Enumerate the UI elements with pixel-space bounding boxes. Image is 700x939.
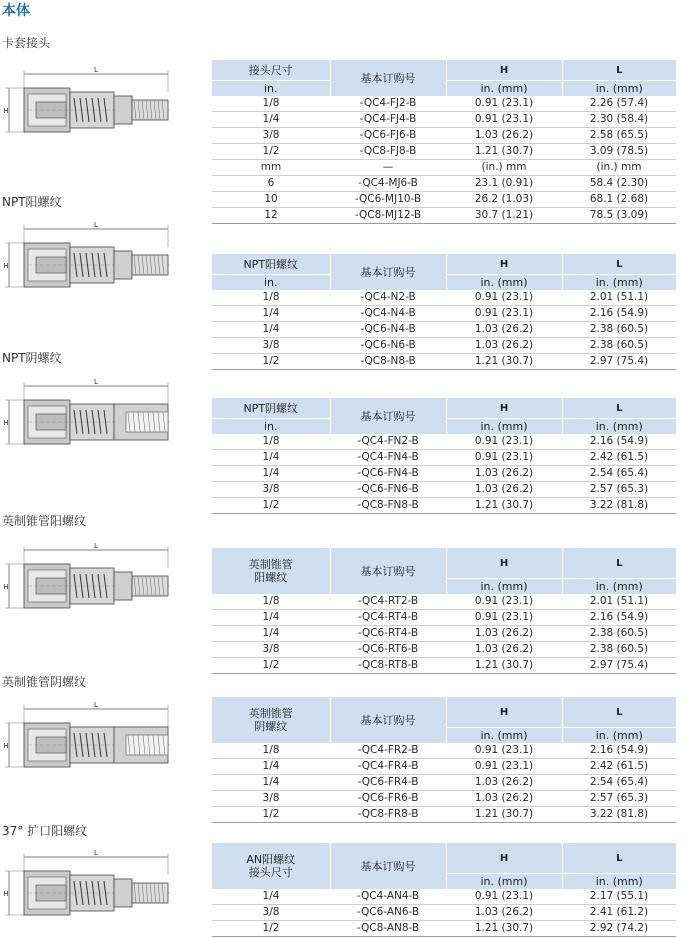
- header-connection-size: NPT阳螺纹: [212, 254, 330, 275]
- cell-size: 3/8: [212, 338, 330, 354]
- header-order-number: 基本订购号: [330, 254, 446, 290]
- cell-l: 2.57 (65.3): [562, 482, 676, 498]
- cell-h: 0.91 (23.1): [446, 759, 562, 775]
- fitting-drawing: [0, 374, 190, 456]
- cell-h: 1.03 (26.2): [446, 482, 562, 498]
- spec-table: [212, 697, 676, 823]
- cell-l: 2.58 (65.5): [562, 128, 676, 144]
- table-row: [212, 434, 676, 450]
- cell-l: 2.57 (65.3): [562, 791, 676, 807]
- dimension-l-label: L: [94, 378, 98, 386]
- table-row: [212, 338, 676, 354]
- cell-l: 2.38 (60.5): [562, 322, 676, 338]
- table-row: [212, 921, 676, 937]
- cell-l: 2.97 (75.4): [562, 354, 676, 370]
- cell-order-number: -QC4-FR2-B: [330, 743, 446, 759]
- subheader-h-unit: in. (mm): [446, 728, 562, 744]
- table-row: [212, 466, 676, 482]
- header-connection-size: 英制锥管 阳螺纹: [212, 548, 330, 594]
- cell-l: 78.5 (3.09): [562, 208, 676, 224]
- table-row: [212, 743, 676, 759]
- subheader-h-unit: in. (mm): [446, 81, 562, 97]
- cell-h: 1.03 (26.2): [446, 791, 562, 807]
- cell-size: 1/4: [212, 112, 330, 128]
- dimension-l-label: L: [94, 221, 98, 229]
- subheader-unit: in.: [212, 275, 330, 291]
- cell-h: 0.91 (23.1): [446, 743, 562, 759]
- cell-size: 1/4: [212, 626, 330, 642]
- header-order-number: 基本订购号: [330, 398, 446, 434]
- cell-order-number: -QC6-FR6-B: [330, 791, 446, 807]
- cell-h: 1.03 (26.2): [446, 322, 562, 338]
- cell-size: 1/2: [212, 144, 330, 160]
- cell-size: 6: [212, 176, 330, 192]
- table-row: [212, 658, 676, 674]
- cell-size: 3/8: [212, 482, 330, 498]
- cell-order-number: -QC8-FJ8-B: [330, 144, 446, 160]
- cell-size: 10: [212, 192, 330, 208]
- header-l: L: [562, 697, 676, 728]
- header-h: H: [446, 60, 562, 81]
- cell-h: 1.21 (30.7): [446, 921, 562, 937]
- spec-table: [212, 843, 676, 937]
- header-connection-size: 英制锥管 阴螺纹: [212, 697, 330, 743]
- table-row: [212, 354, 676, 370]
- cell-l: 2.16 (54.9): [562, 610, 676, 626]
- spec-table: [212, 398, 676, 514]
- cell-l: 2.42 (61.5): [562, 759, 676, 775]
- header-l: L: [562, 398, 676, 419]
- subheader-l-unit: in. (mm): [562, 81, 676, 97]
- cell-order-number: -QC6-FN6-B: [330, 482, 446, 498]
- cell-h: 23.1 (0.91): [446, 176, 562, 192]
- table-row: [212, 642, 676, 658]
- header-l: L: [562, 254, 676, 275]
- cell-order-number: -QC6-RT6-B: [330, 642, 446, 658]
- cell-size: 1/4: [212, 306, 330, 322]
- header-order-number: 基本订购号: [330, 60, 446, 96]
- cell-h: 30.7 (1.21): [446, 208, 562, 224]
- table-row: [212, 889, 676, 905]
- cell-h: 0.91 (23.1): [446, 306, 562, 322]
- subheader-l-unit: in. (mm): [562, 579, 676, 595]
- header-h: H: [446, 548, 562, 579]
- dimension-h-label: H: [3, 107, 9, 115]
- table-row: [212, 482, 676, 498]
- cell-l: 2.97 (75.4): [562, 658, 676, 674]
- cell-size: 3/8: [212, 791, 330, 807]
- dimension-h-label: H: [3, 262, 9, 270]
- cell-size: 3/8: [212, 905, 330, 921]
- cell-h: 1.03 (26.2): [446, 626, 562, 642]
- cell-h: 1.03 (26.2): [446, 466, 562, 482]
- table-row: [212, 322, 676, 338]
- table-row: [212, 791, 676, 807]
- cell-l: 2.26 (57.4): [562, 96, 676, 112]
- cell-order-number: -QC6-FJ6-B: [330, 128, 446, 144]
- cell-order-number: -QC4-MJ6-B: [330, 176, 446, 192]
- cell-l: 2.01 (51.1): [562, 290, 676, 306]
- cell-size: mm: [212, 160, 330, 176]
- cell-size: 1/2: [212, 658, 330, 674]
- cell-h: 1.21 (30.7): [446, 498, 562, 514]
- cell-size: 1/8: [212, 290, 330, 306]
- cell-l: 3.22 (81.8): [562, 807, 676, 823]
- header-order-number: 基本订购号: [330, 697, 446, 743]
- table-row: [212, 208, 676, 224]
- section-label: NPT阳螺纹: [2, 195, 62, 209]
- subheader-unit: in.: [212, 81, 330, 97]
- cell-l: 2.16 (54.9): [562, 306, 676, 322]
- dimension-l-label: L: [94, 542, 98, 550]
- dimension-h-label: H: [3, 890, 9, 898]
- dimension-l-label: L: [94, 701, 98, 709]
- subheader-h-unit: in. (mm): [446, 579, 562, 595]
- cell-size: 1/4: [212, 466, 330, 482]
- cell-order-number: -QC4-FN4-B: [330, 450, 446, 466]
- subheader-h-unit: in. (mm): [446, 275, 562, 291]
- cell-order-number: -QC4-FJ4-B: [330, 112, 446, 128]
- cell-l: 2.30 (58.4): [562, 112, 676, 128]
- cell-order-number: -QC8-MJ12-B: [330, 208, 446, 224]
- table-row: [212, 144, 676, 160]
- cell-l: 2.92 (74.2): [562, 921, 676, 937]
- header-h: H: [446, 843, 562, 874]
- cell-order-number: -QC4-AN4-B: [330, 889, 446, 905]
- table-row: [212, 306, 676, 322]
- cell-order-number: -QC8-FR8-B: [330, 807, 446, 823]
- table-row: [212, 96, 676, 112]
- header-connection-size: NPT阴螺纹: [212, 398, 330, 419]
- cell-l: 2.42 (61.5): [562, 450, 676, 466]
- header-l: L: [562, 548, 676, 579]
- cell-size: 1/4: [212, 322, 330, 338]
- spec-table: [212, 548, 676, 674]
- header-order-number: 基本订购号: [330, 548, 446, 594]
- cell-l: 2.38 (60.5): [562, 338, 676, 354]
- cell-order-number: -QC6-N4-B: [330, 322, 446, 338]
- fitting-drawing: [0, 217, 190, 299]
- header-h: H: [446, 697, 562, 728]
- header-connection-size: AN阳螺纹 接头尺寸: [212, 843, 330, 889]
- cell-l: 2.41 (61.2): [562, 905, 676, 921]
- cell-l: 2.16 (54.9): [562, 743, 676, 759]
- subheader-l-unit: in. (mm): [562, 275, 676, 291]
- cell-size: 1/4: [212, 775, 330, 791]
- cell-order-number: -QC8-FN8-B: [330, 498, 446, 514]
- cell-order-number: -QC6-N6-B: [330, 338, 446, 354]
- cell-order-number: -QC6-MJ10-B: [330, 192, 446, 208]
- table-row: [212, 176, 676, 192]
- table-row: [212, 905, 676, 921]
- cell-h: 26.2 (1.03): [446, 192, 562, 208]
- cell-l: 2.38 (60.5): [562, 626, 676, 642]
- cell-size: 1/8: [212, 434, 330, 450]
- cell-l: 2.01 (51.1): [562, 594, 676, 610]
- table-row: [212, 290, 676, 306]
- cell-h: 0.91 (23.1): [446, 112, 562, 128]
- dimension-h-label: H: [3, 742, 9, 750]
- cell-size: 1/2: [212, 354, 330, 370]
- cell-h: 0.91 (23.1): [446, 450, 562, 466]
- cell-order-number: -QC4-N4-B: [330, 306, 446, 322]
- cell-order-number: -QC4-N2-B: [330, 290, 446, 306]
- section-label: NPT阴螺纹: [2, 351, 62, 365]
- cell-h: 1.03 (26.2): [446, 905, 562, 921]
- cell-size: 1/4: [212, 610, 330, 626]
- cell-size: 1/4: [212, 450, 330, 466]
- cell-h: 1.03 (26.2): [446, 338, 562, 354]
- cell-order-number: —: [330, 160, 446, 176]
- cell-l: 3.09 (78.5): [562, 144, 676, 160]
- header-l: L: [562, 60, 676, 81]
- cell-h: (in.) mm: [446, 160, 562, 176]
- table-row: [212, 498, 676, 514]
- subheader-l-unit: in. (mm): [562, 728, 676, 744]
- section-label: 英制锥管阳螺纹: [2, 514, 87, 528]
- cell-h: 0.91 (23.1): [446, 290, 562, 306]
- cell-h: 0.91 (23.1): [446, 434, 562, 450]
- dimension-h-label: H: [3, 583, 9, 591]
- cell-order-number: -QC4-FR4-B: [330, 759, 446, 775]
- cell-size: 1/2: [212, 498, 330, 514]
- subheader-h-unit: in. (mm): [446, 419, 562, 435]
- fitting-drawing: [0, 697, 190, 779]
- cell-l: 2.38 (60.5): [562, 642, 676, 658]
- cell-order-number: -QC4-FN2-B: [330, 434, 446, 450]
- cell-size: 1/8: [212, 96, 330, 112]
- cell-l: 2.54 (65.4): [562, 775, 676, 791]
- subheader-unit: in.: [212, 419, 330, 435]
- spec-table: [212, 254, 676, 370]
- subheader-h-unit: in. (mm): [446, 874, 562, 890]
- table-row: [212, 594, 676, 610]
- subheader-l-unit: in. (mm): [562, 419, 676, 435]
- section-label: 卡套接头: [2, 36, 51, 50]
- table-row: [212, 192, 676, 208]
- cell-l: 2.16 (54.9): [562, 434, 676, 450]
- cell-order-number: -QC8-AN8-B: [330, 921, 446, 937]
- cell-size: 1/8: [212, 594, 330, 610]
- table-row: [212, 626, 676, 642]
- cell-h: 0.91 (23.1): [446, 594, 562, 610]
- header-connection-size: 接头尺寸: [212, 60, 330, 81]
- table-row: [212, 610, 676, 626]
- fitting-drawing: [0, 538, 190, 620]
- section-label: 英制锥管阴螺纹: [2, 675, 87, 689]
- table-row: [212, 128, 676, 144]
- table-row: [212, 807, 676, 823]
- cell-l: 2.17 (55.1): [562, 889, 676, 905]
- dimension-l-label: L: [94, 849, 98, 857]
- cell-l: 2.54 (65.4): [562, 466, 676, 482]
- cell-h: 1.21 (30.7): [446, 144, 562, 160]
- dimension-l-label: L: [94, 66, 98, 74]
- cell-size: 1/2: [212, 921, 330, 937]
- cell-order-number: -QC6-FR4-B: [330, 775, 446, 791]
- cell-h: 1.21 (30.7): [446, 807, 562, 823]
- cell-h: 1.03 (26.2): [446, 128, 562, 144]
- cell-h: 0.91 (23.1): [446, 610, 562, 626]
- section-label: 37° 扩口阳螺纹: [2, 824, 88, 838]
- table-row: [212, 450, 676, 466]
- table-row: [212, 759, 676, 775]
- cell-h: 0.91 (23.1): [446, 889, 562, 905]
- cell-size: 1/2: [212, 807, 330, 823]
- table-row: [212, 112, 676, 128]
- subheader-l-unit: in. (mm): [562, 874, 676, 890]
- table-row: [212, 160, 676, 176]
- header-h: H: [446, 398, 562, 419]
- cell-h: 1.21 (30.7): [446, 354, 562, 370]
- cell-size: 12: [212, 208, 330, 224]
- cell-order-number: -QC8-N8-B: [330, 354, 446, 370]
- cell-l: 3.22 (81.8): [562, 498, 676, 514]
- cell-size: 1/4: [212, 889, 330, 905]
- cell-size: 3/8: [212, 128, 330, 144]
- fitting-drawing: [0, 62, 190, 144]
- cell-order-number: -QC8-RT8-B: [330, 658, 446, 674]
- cell-order-number: -QC4-RT4-B: [330, 610, 446, 626]
- spec-table: [212, 60, 676, 224]
- dimension-h-label: H: [3, 419, 9, 427]
- cell-h: 1.03 (26.2): [446, 642, 562, 658]
- cell-order-number: -QC6-RT4-B: [330, 626, 446, 642]
- header-h: H: [446, 254, 562, 275]
- table-row: [212, 775, 676, 791]
- cell-l: 68.1 (2.68): [562, 192, 676, 208]
- cell-l: 58.4 (2.30): [562, 176, 676, 192]
- cell-order-number: -QC6-AN6-B: [330, 905, 446, 921]
- cell-h: 1.03 (26.2): [446, 775, 562, 791]
- header-l: L: [562, 843, 676, 874]
- cell-h: 1.21 (30.7): [446, 658, 562, 674]
- cell-h: 0.91 (23.1): [446, 96, 562, 112]
- page-title: 本体: [2, 3, 30, 19]
- header-order-number: 基本订购号: [330, 843, 446, 889]
- cell-order-number: -QC6-FN4-B: [330, 466, 446, 482]
- fitting-drawing: [0, 845, 190, 927]
- cell-l: (in.) mm: [562, 160, 676, 176]
- cell-size: 3/8: [212, 642, 330, 658]
- cell-order-number: -QC4-FJ2-B: [330, 96, 446, 112]
- cell-size: 1/4: [212, 759, 330, 775]
- cell-order-number: -QC4-RT2-B: [330, 594, 446, 610]
- cell-size: 1/8: [212, 743, 330, 759]
